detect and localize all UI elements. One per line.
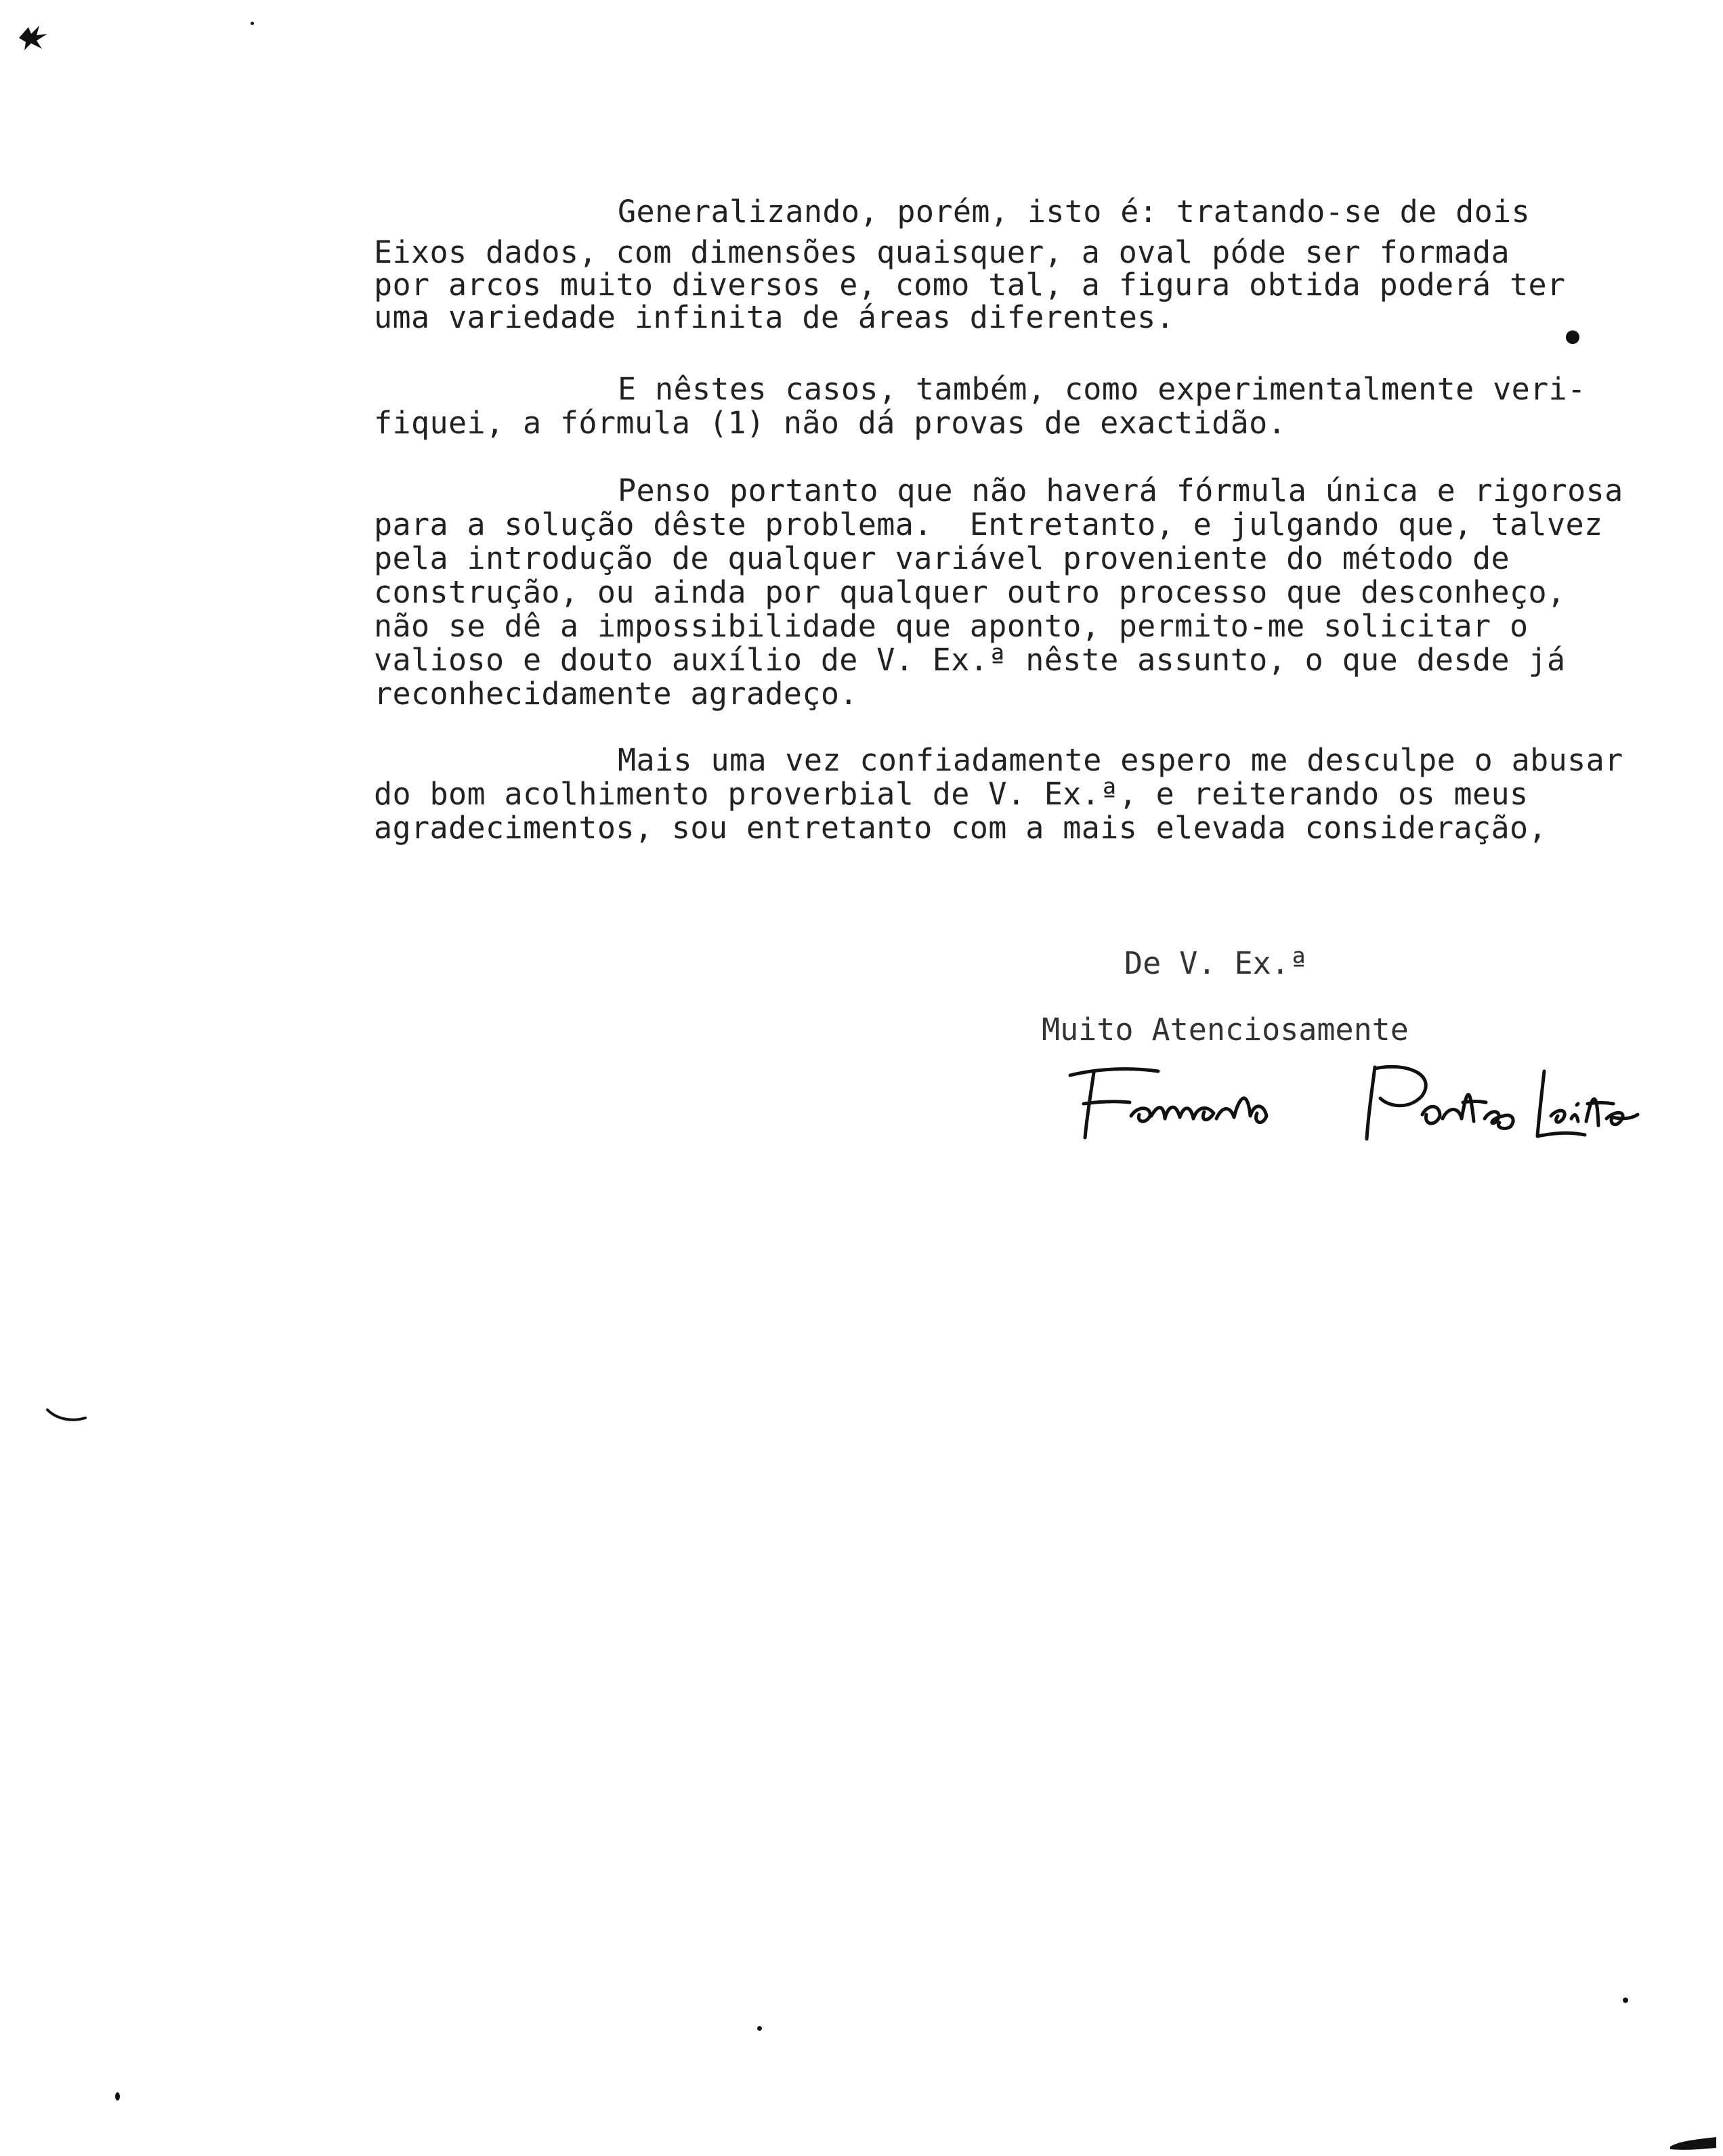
paragraph-3-line-2: para a solução dêste problema. Entretanto, e julgando que, talvez xyxy=(374,506,1603,542)
paragraph-1-line-2: Eixos dados, com dimensões quaisquer, a oval póde ser formada xyxy=(374,234,1510,270)
corner-mark xyxy=(1666,2133,1720,2153)
paragraph-3-line-6: valioso e douto auxílio de V. Ex.ª nêste assunto, o que desde já xyxy=(374,642,1566,678)
paragraph-3-line-5: não se dê a impossibilidade que aponto, permito-me solicitar o xyxy=(374,608,1529,644)
handwritten-signature xyxy=(1057,1048,1653,1150)
paragraph-1-line-3: por arcos muito diversos e, como tal, a figura obtida poderá ter xyxy=(374,267,1566,303)
closing-salutation: De V. Ex.ª xyxy=(1124,945,1308,981)
paragraph-1-line-1: Generalizando, porém, isto é: tratando-se de dois xyxy=(618,194,1531,230)
ink-blot-mark xyxy=(16,23,50,51)
paragraph-4-line-1: Mais uma vez confiadamente espero me desculpe o abusar xyxy=(618,742,1623,778)
paragraph-3-line-1: Penso portanto que não haverá fórmula única e rigorosa xyxy=(618,473,1623,509)
closing-valediction: Muito Atenciosamente xyxy=(1042,1012,1409,1048)
margin-curve-mark xyxy=(45,1407,88,1425)
paragraph-2-line-1: E nêstes casos, também, como experimentalmente veri- xyxy=(618,371,1586,407)
ink-speck xyxy=(251,22,254,25)
paragraph-4-line-3: agradecimentos, sou entretanto com a mais elevada consideração, xyxy=(374,810,1548,846)
ink-speck xyxy=(757,2026,762,2031)
ink-speck xyxy=(115,2092,120,2100)
paragraph-1-line-4: uma variedade infinita de áreas diferentes. xyxy=(374,299,1175,335)
paragraph-4-line-2: do bom acolhimento proverbial de V. Ex.ª, e reiterando os meus xyxy=(374,776,1529,812)
ink-speck xyxy=(1623,1998,1628,2003)
ink-speck xyxy=(1566,330,1579,344)
paragraph-3-line-7: reconhecidamente agradeço. xyxy=(374,676,858,712)
paragraph-2-line-2: fiquei, a fórmula (1) não dá provas de exactidão. xyxy=(374,405,1287,441)
paragraph-3-line-4: construção, ou ainda por qualquer outro processo que desconheço, xyxy=(374,574,1566,610)
paragraph-3-line-3: pela introdução de qualquer variável proveniente do método de xyxy=(374,540,1510,576)
